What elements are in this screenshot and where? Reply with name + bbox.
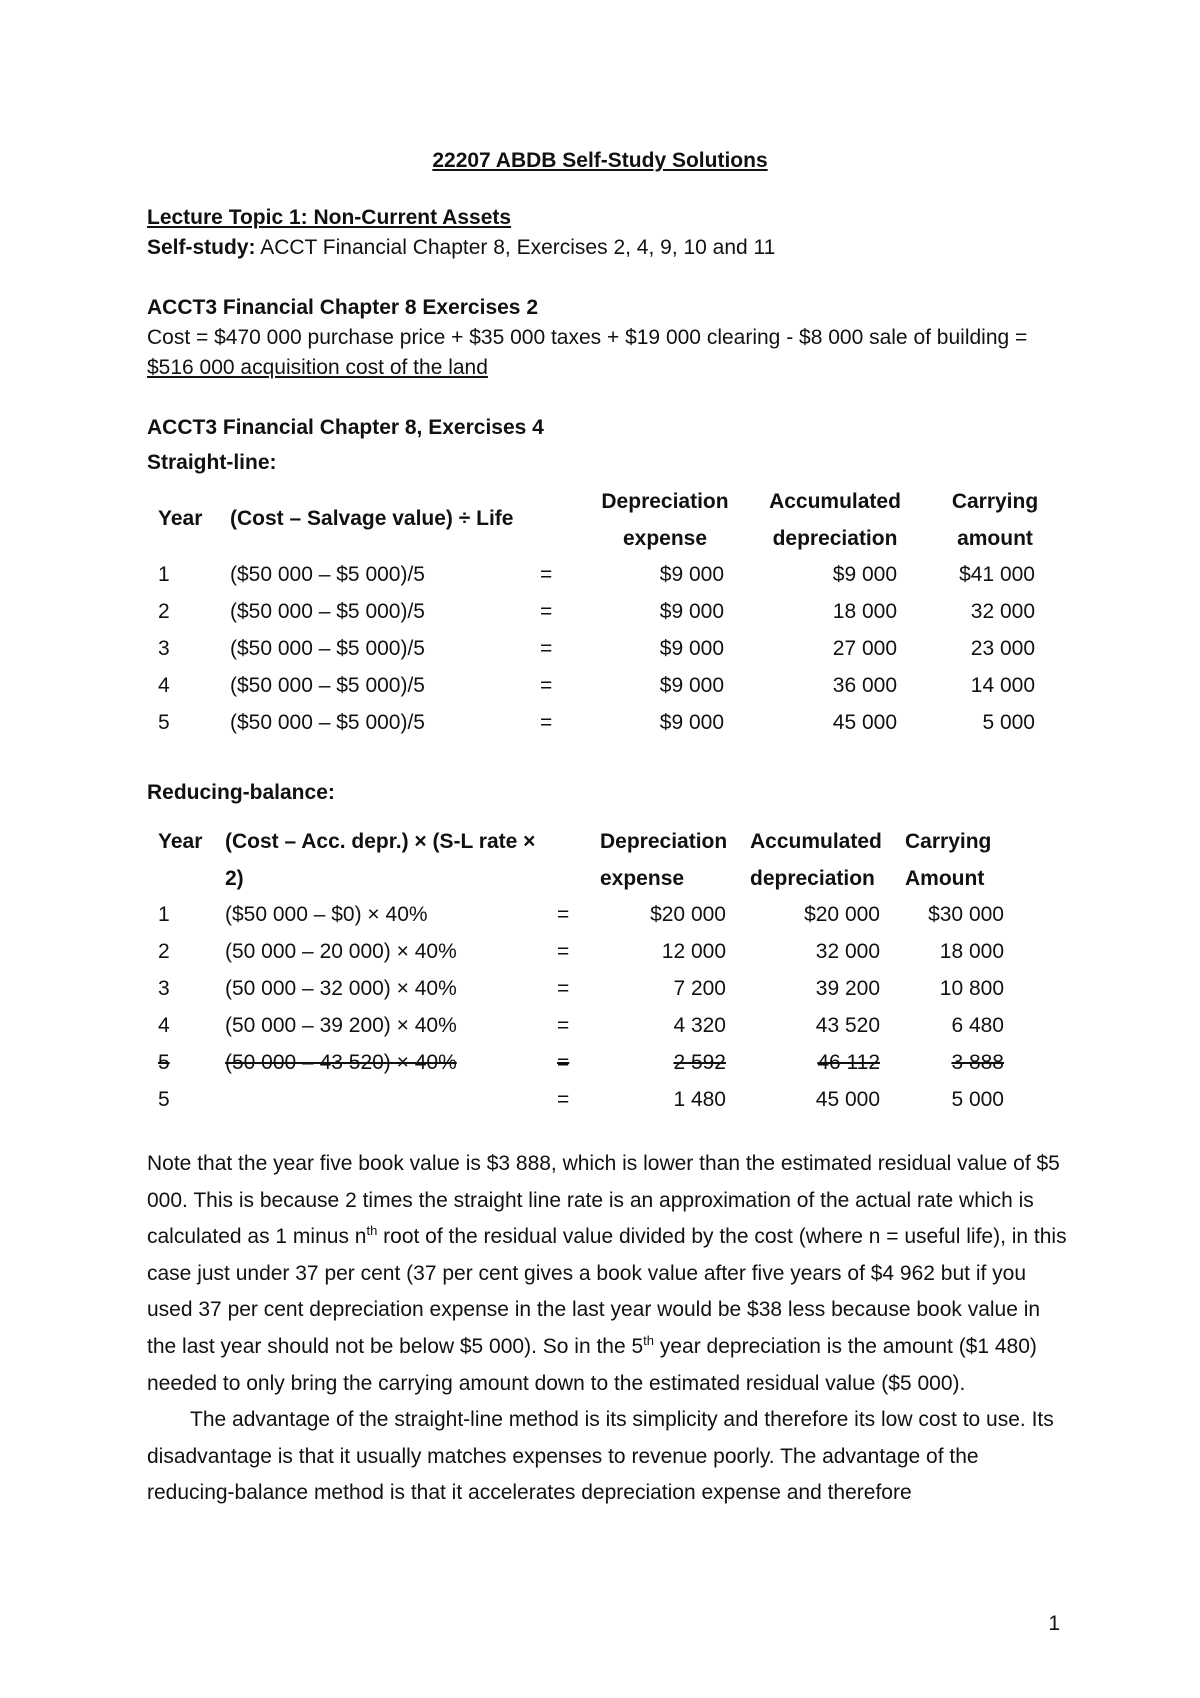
rb-year: 4 bbox=[158, 1014, 170, 1037]
rb-header-accumulated: Accumulated bbox=[750, 830, 882, 853]
explanation-text bbox=[147, 1146, 1067, 1512]
rb-header-formula: (Cost – Acc. depr.) × (S-L rate × bbox=[225, 830, 536, 853]
rb-accumulated: 32 000 bbox=[815, 940, 880, 963]
rb-accumulated bbox=[750, 1048, 880, 1078]
rb-formula: (50 000 – 39 200) × 40% bbox=[225, 1014, 457, 1037]
sl-header-amount: amount bbox=[957, 527, 1033, 550]
sl-carrying: $41 000 bbox=[959, 563, 1035, 586]
exercise-2-cost-line: Cost = $470 000 purchase price + $35 000 taxes + $19 000 clearing - $8 000 sale of building = bbox=[147, 326, 1028, 349]
note-paragraph bbox=[147, 1146, 1067, 1402]
rb-header-amount: Amount bbox=[905, 867, 985, 890]
sl-equals: = bbox=[540, 563, 553, 586]
sl-dep-expense: $9 000 bbox=[659, 600, 724, 623]
rb-equals: = bbox=[557, 1051, 570, 1074]
rb-carrying: 18 000 bbox=[939, 940, 1004, 963]
rb-accumulated: 43 520 bbox=[815, 1014, 880, 1037]
sl-year: 4 bbox=[158, 674, 170, 697]
rb-accumulated: $20 000 bbox=[804, 903, 880, 926]
reducing-balance-label: Reducing-balance: bbox=[147, 781, 335, 804]
exercise-2-heading: ACCT3 Financial Chapter 8 Exercises 2 bbox=[147, 296, 538, 319]
rb-dep-expense: 12 000 bbox=[661, 940, 726, 963]
rb-carrying: 6 480 bbox=[951, 1014, 1004, 1037]
sl-header-expense: expense bbox=[622, 527, 708, 550]
sl-dep-expense: $9 000 bbox=[659, 711, 724, 734]
self-study-line bbox=[147, 233, 775, 263]
note-superscript: th bbox=[366, 1223, 378, 1239]
rb-carrying: 10 800 bbox=[939, 977, 1004, 1000]
rb-header-expense: expense bbox=[600, 867, 685, 890]
sl-year: 1 bbox=[158, 563, 170, 586]
sl-header-formula: (Cost – Salvage value) ÷ Life bbox=[230, 507, 514, 530]
rb-header-depreciation: Depreciation bbox=[600, 830, 728, 853]
rb-year: 3 bbox=[158, 977, 170, 1000]
rb-equals: = bbox=[557, 940, 570, 963]
document-title: 22207 ABDB Self-Study Solutions bbox=[432, 149, 768, 172]
sl-header-year: Year bbox=[158, 507, 203, 530]
lecture-topic-heading: Lecture Topic 1: Non-Current Assets bbox=[147, 206, 512, 229]
rb-accumulated: 45 000 bbox=[815, 1088, 880, 1111]
rb-dep-expense bbox=[600, 1048, 726, 1078]
rb-year: 5 bbox=[158, 1088, 170, 1111]
sl-carrying: 23 000 bbox=[970, 637, 1035, 660]
sl-formula: ($50 000 – $5 000)/5 bbox=[230, 637, 425, 660]
sl-header-carrying: Carrying bbox=[951, 490, 1039, 513]
exercise-4-heading: ACCT3 Financial Chapter 8, Exercises 4 bbox=[147, 416, 544, 439]
rb-carrying bbox=[905, 1048, 1004, 1078]
sl-dep-expense: $9 000 bbox=[659, 674, 724, 697]
note-text-b: root of the residual value divided by the cost (where n = useful life), in this case just under 37 per cent (37 per cent gives a book value after five years of $4 962 but if you used 37 per cent depreciation expense in the last year would be $38 less because book value in the last year should not be below $5 000). So in the 5 bbox=[147, 1225, 1067, 1358]
sl-carrying: 5 000 bbox=[982, 711, 1035, 734]
rb-header-year: Year bbox=[158, 830, 203, 853]
rb-header-carrying: Carrying bbox=[905, 830, 992, 853]
rb-year: 2 bbox=[158, 940, 170, 963]
rb-dep-expense: 4 320 bbox=[673, 1014, 726, 1037]
sl-equals: = bbox=[540, 637, 553, 660]
rb-accumulated: 39 200 bbox=[815, 977, 880, 1000]
rb-carrying-value: 3 888 bbox=[951, 1051, 1004, 1074]
rb-carrying: 5 000 bbox=[951, 1088, 1004, 1111]
rb-dep-expense: $20 000 bbox=[650, 903, 726, 926]
sl-accumulated: 45 000 bbox=[832, 711, 897, 734]
sl-formula: ($50 000 – $5 000)/5 bbox=[230, 674, 425, 697]
page-number: 1 bbox=[1048, 1612, 1060, 1635]
sl-header-depreciation: Depreciation bbox=[601, 490, 729, 513]
straight-line-label: Straight-line: bbox=[147, 451, 277, 474]
sl-equals: = bbox=[540, 674, 553, 697]
self-study-text: ACCT Financial Chapter 8, Exercises 2, 4, 9, 10 and 11 bbox=[255, 236, 776, 259]
rb-carrying: $30 000 bbox=[928, 903, 1004, 926]
sl-carrying: 14 000 bbox=[970, 674, 1035, 697]
rb-equals: = bbox=[557, 903, 570, 926]
rb-year: 5 bbox=[158, 1051, 170, 1074]
sl-dep-expense: $9 000 bbox=[659, 637, 724, 660]
sl-header-accumulated: Accumulated bbox=[769, 490, 901, 513]
rb-header-formula-cont: 2) bbox=[225, 867, 244, 890]
rb-formula: ($50 000 – $0) × 40% bbox=[225, 903, 428, 926]
sl-year: 2 bbox=[158, 600, 170, 623]
sl-year: 3 bbox=[158, 637, 170, 660]
rb-equals: = bbox=[557, 977, 570, 1000]
note-text-c: year depreciation is the amount ($1 480) needed to only bring the carrying amount down to the estimated residual value ($5 000). bbox=[147, 1334, 1037, 1395]
rb-equals: = bbox=[557, 1088, 570, 1111]
note-superscript: th bbox=[643, 1332, 655, 1348]
sl-equals: = bbox=[540, 600, 553, 623]
rb-year: 1 bbox=[158, 903, 170, 926]
rb-equals: = bbox=[557, 1014, 570, 1037]
exercise-2-result: $516 000 acquisition cost of the land bbox=[147, 356, 488, 379]
sl-formula: ($50 000 – $5 000)/5 bbox=[230, 563, 425, 586]
sl-equals: = bbox=[540, 711, 553, 734]
rb-formula: (50 000 – 32 000) × 40% bbox=[225, 977, 457, 1000]
sl-accumulated: 27 000 bbox=[832, 637, 897, 660]
rb-formula: (50 000 – 20 000) × 40% bbox=[225, 940, 457, 963]
sl-carrying: 32 000 bbox=[970, 600, 1035, 623]
rb-dep-expense: 7 200 bbox=[673, 977, 726, 1000]
rb-accumulated-value: 46 112 bbox=[817, 1051, 880, 1074]
sl-header-acc-depreciation: depreciation bbox=[772, 527, 898, 550]
sl-formula: ($50 000 – $5 000)/5 bbox=[230, 711, 425, 734]
self-study-label: Self-study: bbox=[147, 236, 256, 259]
rb-formula: (50 000 – 43 520) × 40% bbox=[225, 1051, 457, 1074]
advantage-paragraph: The advantage of the straight-line method is its simplicity and therefore its low cost to use. Its disadvantage is that it usually matches expenses to revenue poorly. The advantage of the reducing-balance method is that it accelerates depreciation expense and therefore bbox=[147, 1408, 1054, 1505]
sl-year: 5 bbox=[158, 711, 170, 734]
sl-accumulated: $9 000 bbox=[832, 563, 897, 586]
sl-dep-expense: $9 000 bbox=[659, 563, 724, 586]
note-text-a: Note that the year five book value is $3 888, which is lower than the estimated residual value of $5 000. This is because 2 times the straight line rate is an approximation of the actual rate which is calculated as 1 minus n bbox=[147, 1152, 1060, 1249]
rb-dep-expense-value: 2 592 bbox=[673, 1051, 726, 1074]
rb-dep-expense: 1 480 bbox=[673, 1088, 726, 1111]
rb-header-acc-depreciation: depreciation bbox=[750, 867, 875, 890]
sl-accumulated: 36 000 bbox=[832, 674, 897, 697]
sl-formula: ($50 000 – $5 000)/5 bbox=[230, 600, 425, 623]
sl-accumulated: 18 000 bbox=[832, 600, 897, 623]
